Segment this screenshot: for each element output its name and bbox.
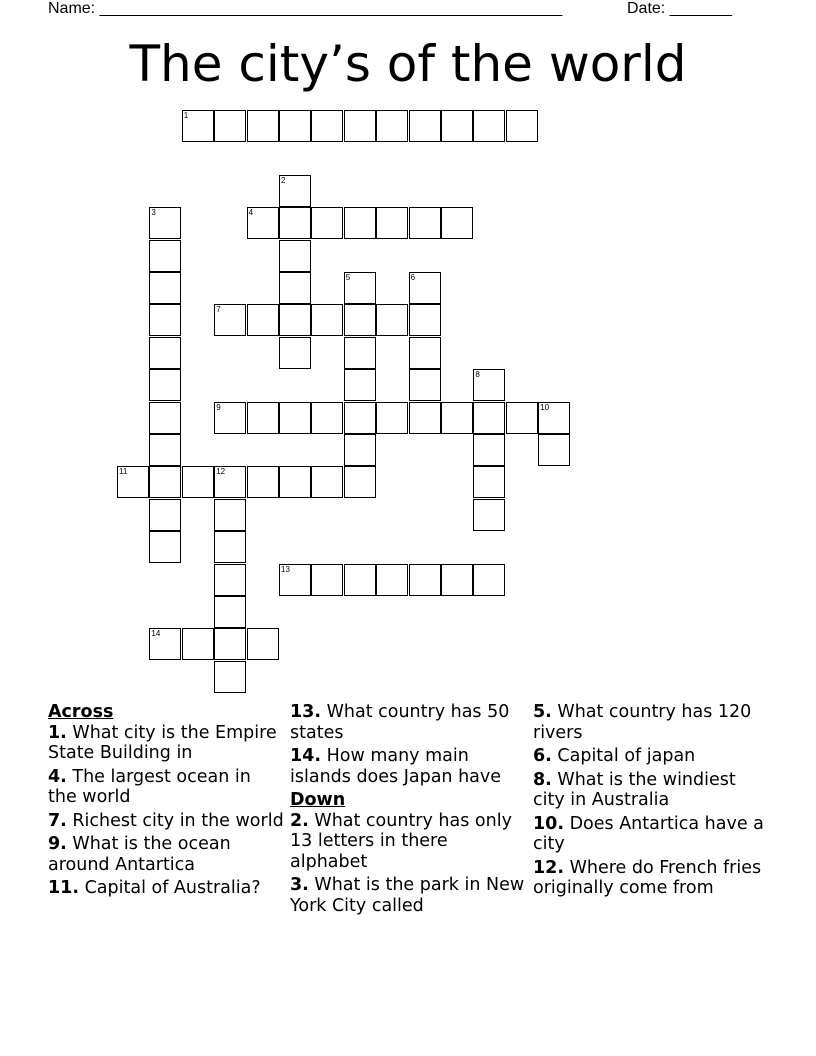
grid-cell[interactable] [344,434,376,466]
grid-cell[interactable] [311,402,343,434]
grid-cell[interactable] [149,434,181,466]
puzzle-title: The city’s of the world [129,35,687,93]
grid-cell[interactable] [409,207,441,239]
grid-cell[interactable] [473,499,505,531]
grid-cell[interactable] [344,304,376,336]
cell-number: 10 [540,402,550,412]
name-line: Name: ____________________________________________________ [48,0,563,17]
grid-cell[interactable] [473,369,505,401]
grid-cell[interactable] [214,304,246,336]
grid-cell[interactable] [247,110,279,142]
grid-cell[interactable] [473,110,505,142]
grid-cell[interactable] [441,110,473,142]
grid-cell[interactable] [247,402,279,434]
grid-cell[interactable] [149,337,181,369]
grid-cell[interactable] [344,110,376,142]
clue-down-12: 12. Where do French fries originally come from [533,857,762,898]
clue-down-3: 3. What is the park in New York City called [290,875,525,916]
clues-column-1 [48,702,284,902]
cell-number: 6 [410,273,416,282]
grid-cell[interactable] [441,402,473,434]
grid-cell[interactable] [441,207,473,239]
grid-cell[interactable] [247,466,279,498]
grid-cell[interactable] [149,304,181,336]
grid-cell[interactable] [473,434,505,466]
grid-cell[interactable] [149,531,181,563]
grid-cell[interactable] [409,304,441,336]
grid-cell[interactable] [311,564,343,596]
cell-number: 9 [216,402,221,412]
clue-down-6: 6. Capital of japan [533,746,696,766]
clue-across-7: 7. Richest city in the world [48,810,284,831]
clue-down-5: 5. What country has 120 rivers [533,702,752,743]
grid-cell[interactable] [311,304,343,336]
grid-cell[interactable] [214,531,246,563]
cell-number: 3 [151,208,156,218]
grid-cell[interactable] [409,272,441,304]
clues-column-3 [533,702,769,902]
grid-cell[interactable] [376,402,408,434]
grid-cell[interactable] [279,175,311,207]
grid-cell[interactable] [311,466,343,498]
clue-down-8: 8. What is the windiest city in Australia [533,769,736,810]
cell-number: 11 [119,467,128,477]
grid-cell[interactable] [538,434,570,466]
clue-down-2: 2. What country has only 13 letters in there alphabet [290,810,512,872]
clues-column-2 [290,702,526,919]
cell-number: 13 [281,564,290,574]
grid-cell[interactable] [376,564,408,596]
clue-across-1: 1. What city is the Empire State Building in [48,722,277,763]
grid-cell[interactable] [409,564,441,596]
grid-cell[interactable] [214,499,246,531]
clue-across-4: 4. The largest ocean in the world [48,766,251,807]
grid-cell[interactable] [376,304,408,336]
grid-cell[interactable] [279,402,311,434]
grid-cell[interactable] [376,207,408,239]
clue-across-13: 13. What country has 50 states [290,702,510,743]
across-heading: Across [48,702,114,722]
grid-cell[interactable] [149,402,181,434]
grid-cell[interactable] [279,207,311,239]
grid-cell[interactable] [149,240,181,272]
cell-number: 14 [151,629,161,639]
grid-cell[interactable] [344,272,376,304]
grid-cell[interactable] [344,207,376,239]
grid-cell[interactable] [214,628,246,660]
grid-cell[interactable] [279,304,311,336]
grid-cell[interactable] [214,661,246,693]
clue-across-14: 14. How many main islands does Japan have [290,746,502,787]
grid-cell[interactable] [149,628,181,660]
grid-cell[interactable] [214,110,246,142]
grid-cell[interactable] [311,207,343,239]
grid-cell[interactable] [149,499,181,531]
grid-cell[interactable] [247,628,279,660]
grid-cell[interactable] [182,628,214,660]
grid-cell[interactable] [506,110,538,142]
grid-cell[interactable] [473,402,505,434]
clue-down-10: 10. Does Antartica have a city [533,813,764,854]
grid-cell[interactable] [149,272,181,304]
cell-number: 4 [248,208,254,218]
down-heading: Down [290,790,346,810]
grid-cell[interactable] [182,466,214,498]
grid-cell[interactable] [311,110,343,142]
date-line: Date: _______ [627,0,732,17]
grid-cell[interactable] [344,402,376,434]
grid-cell[interactable] [409,369,441,401]
grid-cell[interactable] [279,110,311,142]
cell-number: 2 [281,175,286,185]
grid-cell[interactable] [214,466,246,498]
grid-cell[interactable] [149,466,181,498]
cell-number: 5 [345,273,351,282]
grid-cell[interactable] [279,466,311,498]
grid-cell[interactable] [441,564,473,596]
grid-cell[interactable] [506,402,538,434]
clue-across-11: 11. Capital of Australia? [48,878,261,898]
grid-cell[interactable] [149,369,181,401]
grid-cell[interactable] [344,337,376,369]
grid-cell[interactable] [214,402,246,434]
grid-cell[interactable] [149,207,181,239]
cell-number: 7 [216,305,221,315]
grid-cell[interactable] [344,369,376,401]
grid-cell[interactable] [409,110,441,142]
grid-cell[interactable] [214,596,246,628]
cell-number: 12 [216,467,226,477]
grid-cell[interactable] [279,337,311,369]
grid-cell[interactable] [473,466,505,498]
grid-cell[interactable] [279,240,311,272]
grid-cell[interactable] [376,110,408,142]
grid-cell[interactable] [182,110,214,142]
clue-across-9: 9. What is the ocean around Antartica [48,834,231,875]
grid-cell[interactable] [409,402,441,434]
grid-cell[interactable] [473,564,505,596]
grid-cell[interactable] [247,304,279,336]
grid-cell[interactable] [214,564,246,596]
cell-number: 8 [475,370,480,380]
grid-cell[interactable] [409,337,441,369]
grid-cell[interactable] [279,564,311,596]
grid-cell[interactable] [279,272,311,304]
grid-cell[interactable] [344,466,376,498]
grid-cell[interactable] [117,466,149,498]
grid-cell[interactable] [247,207,279,239]
grid-cell[interactable] [538,402,570,434]
grid-cell[interactable] [344,564,376,596]
cell-number: 1 [183,111,189,120]
